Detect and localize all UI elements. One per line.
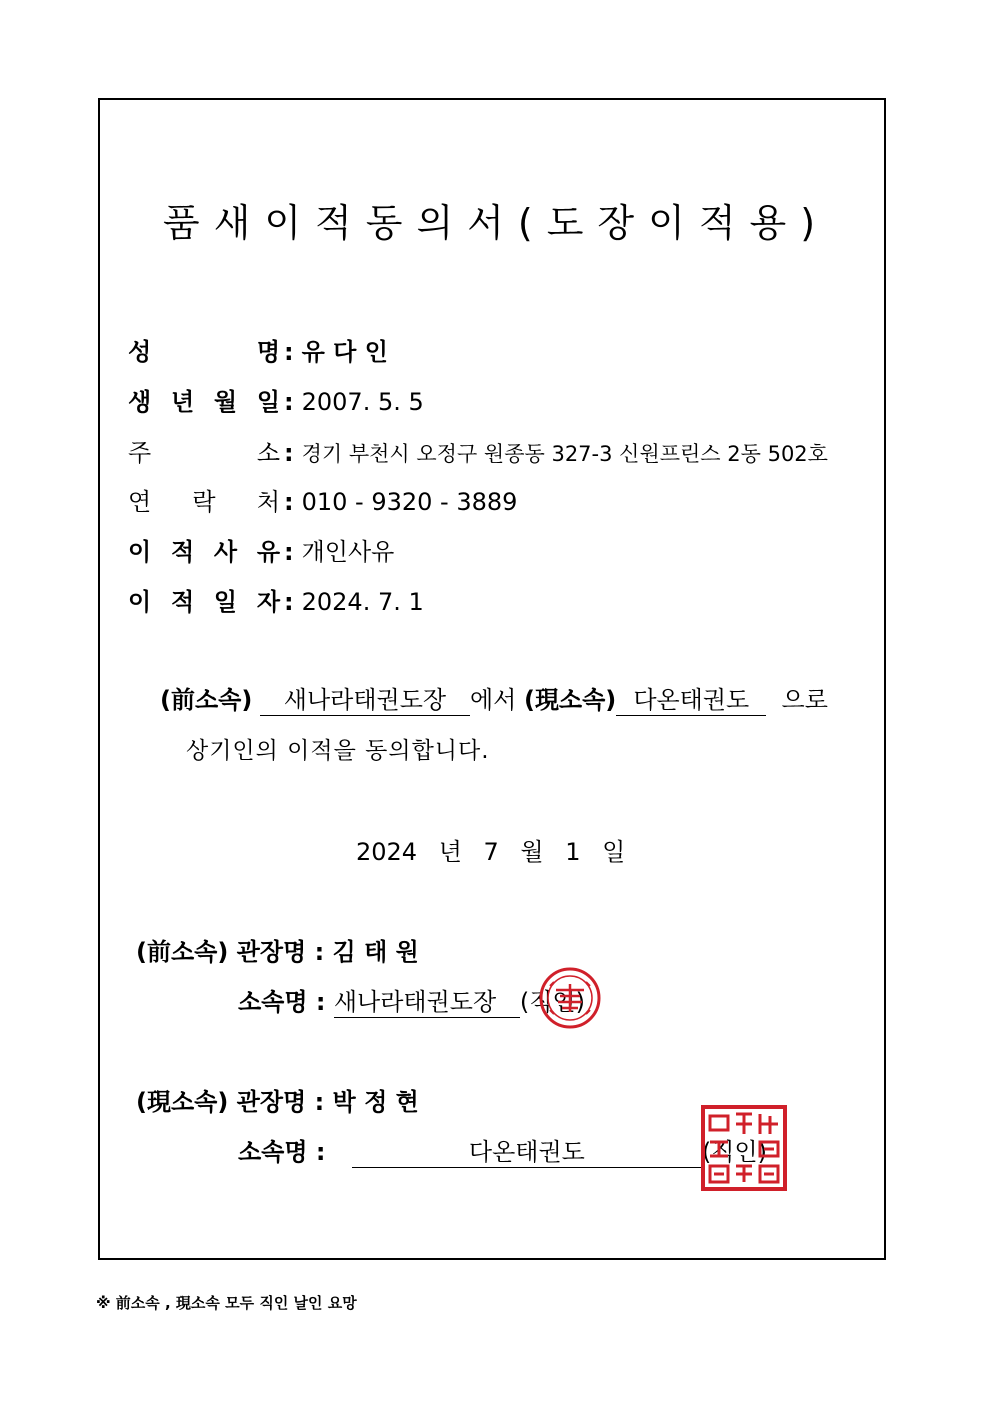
round-seal-icon [538, 966, 602, 1030]
consent-line [160, 680, 828, 716]
field-name-value: 유 다 인 [301, 338, 388, 366]
curr-head-label: 관장명 : [236, 1088, 325, 1116]
prev-head-label: 관장명 : [236, 938, 325, 966]
field-birth: 생 년 월 일 : 2007. 5. 5 [128, 382, 424, 417]
consent-prev-tag: (前소속) [160, 686, 253, 714]
curr-dojang-label: 소속명 : [238, 1138, 326, 1166]
square-seal-icon [700, 1104, 788, 1192]
curr-dojang-name: 다온태권도 [352, 1137, 702, 1168]
curr-dojang-line [238, 1132, 767, 1168]
prev-seal-mark: (직인) [519, 988, 585, 1016]
consent-prev-dojang: 새나라태권도장 [260, 685, 470, 716]
field-address: 주 소 : 경기 부천시 오정구 원종동 327-3 신원프린스 2동 502호 [128, 433, 828, 468]
field-reason: 이 적 사 유 : 개인사유 [128, 532, 394, 567]
consent-to-word: 으로 [781, 686, 828, 714]
curr-seal-mark: (직인) [701, 1138, 767, 1166]
field-reason-value: 개인사유 [301, 538, 395, 566]
prev-tag: (前소속) [136, 938, 229, 966]
curr-tag: (現소속) [136, 1088, 229, 1116]
field-transfer-date-label: 이 적 일 자 [128, 588, 280, 616]
field-name: 성 명 : 유 다 인 [128, 332, 388, 367]
field-contact-label: 연 락 처 [128, 488, 280, 516]
consent-from-word: 에서 [469, 686, 517, 714]
field-birth-value: 2007. 5. 5 [301, 388, 424, 416]
field-transfer-date: 이 적 일 자 : 2024. 7. 1 [128, 582, 424, 617]
prev-dojang-line [238, 982, 585, 1018]
consent-curr-dojang: 다온태권도 [616, 685, 766, 716]
field-transfer-date-value: 2024. 7. 1 [301, 588, 424, 616]
prev-head-line [136, 932, 419, 967]
curr-head-name: 박 정 현 [332, 1088, 419, 1116]
field-address-label: 주 소 [128, 439, 280, 467]
field-birth-label: 생 년 월 일 [128, 388, 280, 416]
field-reason-label: 이 적 사 유 [128, 538, 280, 566]
document-title: 품새이적동의서(도장이적용) [162, 201, 830, 245]
field-name-label: 성 명 [128, 338, 280, 366]
prev-dojang-name: 새나라태권도장 [334, 987, 520, 1018]
prev-dojang-label: 소속명 : [238, 988, 326, 1016]
consent-curr-tag: (現소속) [523, 686, 617, 714]
field-contact: 연 락 처 : 010 - 9320 - 3889 [128, 482, 517, 517]
curr-head-line [136, 1082, 419, 1117]
field-contact-value: 010 - 9320 - 3889 [301, 488, 518, 516]
footnote: ※ 前소속 , 現소속 모두 직인 날인 요망 [96, 1294, 357, 1312]
consent-sentence: 상기인의 이적을 동의합니다. [186, 738, 490, 764]
field-address-value: 경기 부천시 오정구 원종동 327-3 신원프린스 2동 502호 [301, 442, 828, 466]
prev-head-name: 김 태 원 [332, 938, 419, 966]
date-line: 2024 년 7 월 1 일 [356, 838, 626, 866]
